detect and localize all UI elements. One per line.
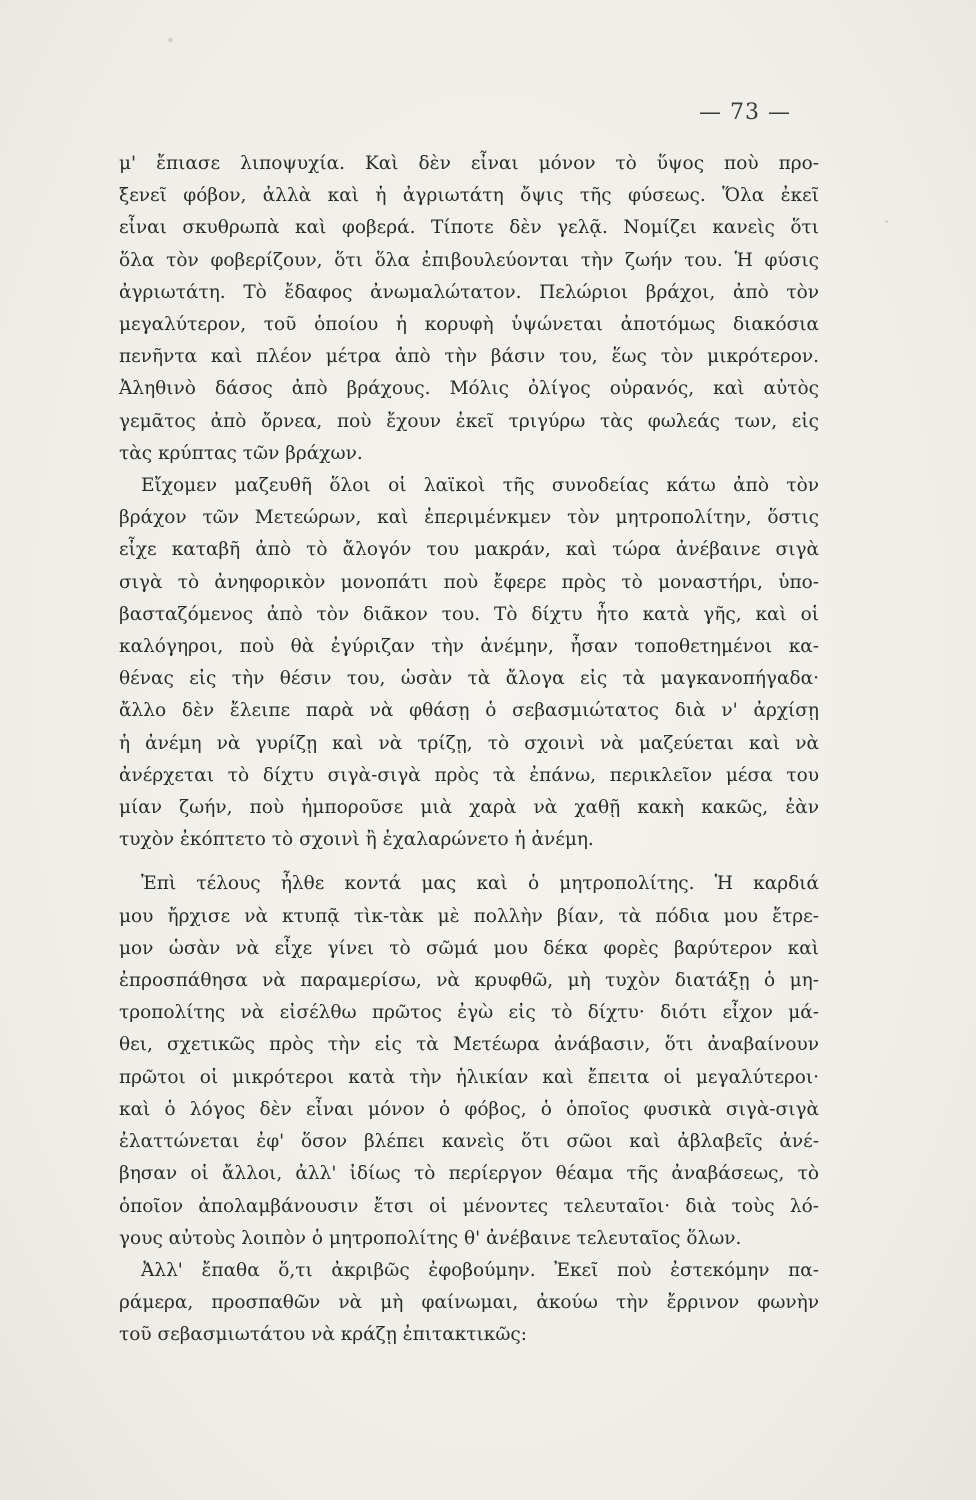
text-line: Ἐπὶ τέλους ἦλθε κοντά μας καὶ ὁ μητροπολίτης. Ἡ καρδιά	[141, 873, 819, 895]
text-line: Εἴχομεν μαζευθῆ ὅλοι οἱ λαϊκοὶ τῆς συνοδείας κάτω ἀπὸ τὸν	[141, 475, 819, 497]
text-line: βράχον τῶν Μετεώρων, καὶ ἐπεριμένκμεν τὸν μητροπολίτην, ὅστις	[119, 507, 819, 529]
text-line: μον ὡσὰν νὰ εἶχε γίνει τὸ σῶμά μου δέκα φορὲς βαρύτερον καὶ	[119, 937, 819, 959]
text-line: Ἀλλ' ἔπαθα ὅ,τι ἀκριβῶς ἐφοβούμην. Ἐκεῖ ποὺ ἐστεκόμην πα-	[141, 1259, 819, 1281]
text-line: μου ἤρχισε νὰ κτυπᾷ τὶκ-τὰκ μὲ πολλὴν βίαν, τὰ πόδια μου ἔτρε-	[119, 905, 819, 927]
text-line: ὅλα τὸν φοβερίζουν, ὅτι ὅλα ἐπιβουλεύονται τὴν ζωήν του. Ἡ φύσις	[119, 249, 819, 271]
text-line: τοῦ σεβασμιωτάτου νὰ κράζῃ ἐπιτακτικῶς:	[119, 1324, 528, 1346]
text-line: ἄλλο δὲν ἔλειπε παρὰ νὰ φθάσῃ ὁ σεβασμιώτατος διὰ ν' ἀρχίσῃ	[119, 700, 819, 722]
paragraph-gap	[119, 856, 819, 868]
text-line: τὰς κρύπτας τῶν βράχων.	[119, 442, 363, 464]
text-line: ἀνέρχεται τὸ δίχτυ σιγὰ-σιγὰ πρὸς τὰ ἐπάνω, περικλεῖον μέσα του	[119, 764, 819, 786]
text-line: σιγὰ τὸ ἀνηφορικὸν μονοπάτι ποὺ ἔφερε πρὸς τὸ μοναστήρι, ὑπο-	[119, 571, 819, 593]
text-line: γους αὐτοὺς λοιπὸν ὁ μητροπολίτης θ' ἀνέβαινε τελευταῖος ὅλων.	[119, 1227, 742, 1249]
paragraph-4	[119, 1255, 819, 1352]
text-line: καὶ ὁ λόγος δὲν εἶναι μόνον ὁ φόβος, ὁ ὁποῖος φυσικὰ σιγὰ-σιγὰ	[119, 1098, 819, 1120]
text-line: πενῆντα καὶ πλέον μέτρα ἀπὸ τὴν βάσιν του, ἕως τὸν μικρότερον.	[119, 346, 819, 368]
text-line: εἶναι σκυθρωπὰ καὶ φοβερά. Τίποτε δὲν γελᾷ. Νομίζει κανεὶς ὅτι	[119, 217, 819, 239]
text-line: μ' ἔπιασε λιποψυχία. Καὶ δὲν εἶναι μόνον τὸ ὕψος ποὺ προ-	[119, 153, 819, 174]
paper-speck	[168, 38, 173, 42]
text-line: τροπολίτης νὰ εἰσέλθω πρῶτος ἐγὼ εἰς τὸ δίχτυ· διότι εἶχον μά-	[119, 1002, 819, 1024]
text-line: μίαν ζωήν, ποὺ ἠμποροῦσε μιὰ χαρὰ νὰ χαθῇ κακὴ κακῶς, ἐὰν	[119, 797, 819, 819]
text-line: θένας εἰς τὴν θέσιν του, ὡσὰν τὰ ἄλογα εἰς τὰ μαγκανοπήγαδα·	[119, 668, 819, 690]
text-line: μεγαλύτερον, τοῦ ὁποίου ἡ κορυφὴ ὑψώνεται ἀποτόμως διακόσια	[119, 314, 819, 336]
text-line: θει, σχετικῶς πρὸς τὴν εἰς τὰ Μετέωρα ἀνάβασιν, ὅτι ἀναβαίνουν	[119, 1034, 819, 1056]
text-line: βησαν οἱ ἄλλοι, ἀλλ' ἰδίως τὸ περίεργον θέαμα τῆς ἀναβάσεως, τὸ	[119, 1163, 819, 1185]
text-line: τυχὸν ἐκόπτετο τὸ σχοινὶ ἢ ἐχαλαρώνετο ἡ ἀνέμη.	[119, 829, 594, 851]
paragraph-1	[119, 148, 819, 470]
text-line: ἀγριωτάτη. Τὸ ἔδαφος ἀνωμαλώτατον. Πελώριοι βράχοι, ἀπὸ τὸν	[119, 281, 819, 303]
text-line: ἐλαττώνεται ἐφ' ὅσον βλέπει κανεὶς ὅτι σῶοι καὶ ἀβλαβεῖς ἀνέ-	[119, 1131, 819, 1153]
page-number: — 73 —	[699, 100, 791, 125]
text-line: εἶχε καταβῆ ἀπὸ τὸ ἄλογόν του μακράν, καὶ τώρα ἀνέβαινε σιγὰ	[119, 539, 819, 561]
text-line: καλόγηροι, ποὺ θὰ ἐγύριζαν τὴν ἀνέμην, ἦσαν τοποθετημένοι κα-	[119, 636, 819, 658]
paragraph-3	[119, 868, 819, 1254]
text-line: Ἀληθινὸ δάσος ἀπὸ βράχους. Μόλις ὀλίγος οὐρανός, καὶ αὐτὸς	[119, 378, 819, 400]
text-line: ἐπροσπάθησα νὰ παραμερίσω, νὰ κρυφθῶ, μὴ τυχὸν διατάξῃ ὁ μη-	[119, 970, 819, 992]
text-line: ὁποῖον ἀπολαμβάνουσιν ἔτσι οἱ μένοντες τελευταῖοι· διὰ τοὺς λό-	[119, 1195, 819, 1217]
text-line: βασταζόμενος ἀπὸ τὸν διᾶκον του. Τὸ δίχτυ ἦτο κατὰ γῆς, καὶ οἱ	[119, 603, 819, 625]
paragraph-2	[119, 470, 819, 856]
text-line: ξενεῖ φόβον, ἀλλὰ καὶ ἡ ἀγριωτάτη ὄψις τῆς φύσεως. Ὅλα ἐκεῖ	[119, 185, 819, 207]
text-line: ράμερα, προσπαθῶν νὰ μὴ φαίνωμαι, ἀκούω τὴν ἔρρινον φωνὴν	[119, 1292, 819, 1314]
text-line: γεμᾶτος ἀπὸ ὄρνεα, ποὺ ἔχουν ἐκεῖ τριγύρω τὰς φωλεάς των, εἰς	[119, 410, 819, 432]
text-line: πρῶτοι οἱ μικρότεροι κατὰ τὴν ἡλικίαν καὶ ἔπειτα οἱ μεγαλύτεροι·	[119, 1066, 819, 1088]
body-text	[119, 148, 819, 1352]
text-line: ἡ ἀνέμη νὰ γυρίζῃ καὶ νὰ τρίζῃ, τὸ σχοινὶ νὰ μαζεύεται καὶ νὰ	[119, 732, 819, 754]
paper-speck	[885, 220, 888, 223]
